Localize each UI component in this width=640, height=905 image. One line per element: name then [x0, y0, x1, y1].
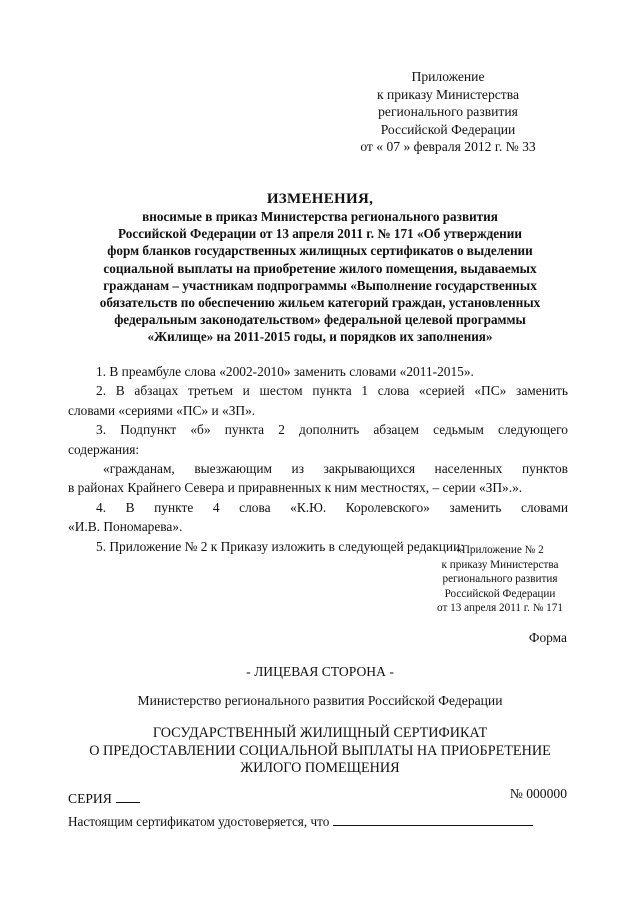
certify-field — [68, 812, 533, 830]
certify-text: Настоящим сертификатом удостоверяется, что — [68, 814, 330, 829]
amendments-body — [68, 362, 568, 556]
certificate-title-line: ГОСУДАРСТВЕННЫЙ ЖИЛИЩНЫЙ СЕРТИФИКАТ — [152, 725, 488, 741]
appendix-2-line: Российской Федерации — [444, 587, 556, 600]
appendix-line: к приказу Министерства — [376, 86, 520, 102]
subtitle-line: обязательств по обеспечению жильем категорий граждан, установленных — [99, 295, 541, 311]
amendment-item-4-line-2: «И.В. Пономарева». — [68, 519, 183, 535]
appendix-header — [322, 68, 574, 156]
certificate-title-line: ЖИЛОГО ПОМЕЩЕНИЯ — [240, 760, 400, 777]
subtitle-line: форм бланков государственных жилищных сертификатов о выделении — [107, 243, 533, 259]
appendix-2-line: от 13 апреля 2011 г. № 171 — [437, 602, 563, 615]
subtitle-line: «Жилище» на 2011-2015 годы, и порядков их заполнения» — [147, 329, 493, 345]
document-title: ИЗМЕНЕНИЯ, — [266, 191, 374, 207]
ministry-name: Министерство регионального развития Российской Федерации — [137, 693, 503, 708]
certify-blank-line — [333, 812, 533, 826]
amendment-item-2-line-2: словами «сериями «ПС» и «ЗП». — [68, 402, 256, 418]
amendment-item-3-line-2: содержания: — [68, 441, 140, 457]
certificate-title — [0, 725, 640, 778]
certificate-title-line: О ПРЕДОСТАВЛЕНИИ СОЦИАЛЬНОЙ ВЫПЛАТЫ НА ПРИОБРЕТЕНИЕ — [89, 742, 551, 759]
amendment-item-4-line-1: 4. В пункте 4 слова «К.Ю. Королевского» заменить словами — [96, 499, 568, 515]
series-blank-line — [116, 789, 140, 803]
subtitle-line: вносимые в приказ Министерства регионального развития — [142, 209, 498, 224]
face-side-label: - ЛИЦЕВАЯ СТОРОНА - — [246, 664, 394, 679]
amendment-quote-line-1: «гражданам, выезжающим из закрывающихся населенных пунктов — [103, 461, 568, 477]
amendment-quote-line-2: в районах Крайнего Севера и приравненных к ним местностях, – серии «ЗП».». — [68, 480, 523, 496]
subtitle-line: социальной выплаты на приобретение жилого помещения, выдаваемых — [103, 260, 537, 276]
amendment-item-5: 5. Приложение № 2 к Приказу изложить в следующей редакции: — [96, 538, 464, 554]
form-label: Форма — [528, 630, 567, 645]
appendix-2-line: к приказу Министерства — [441, 558, 559, 571]
amendment-item-3-line-1: 3. Подпункт «б» пункта 2 дополнить абзацем седьмым следующего — [96, 422, 568, 438]
subtitle-line: федеральным законодательством» федеральной целевой программы — [114, 312, 526, 328]
amendment-item-2-line-1: 2. В абзацах третьем и шестом пункта 1 слова «серией «ПС» заменить — [96, 383, 568, 399]
appendix-2-header — [412, 543, 588, 616]
appendix-line: Приложение — [411, 69, 485, 84]
amendment-item-1: 1. В преамбуле слова «2002-2010» заменить словами «2011-2015». — [96, 364, 474, 379]
appendix-2-line: «Приложение № 2 — [456, 544, 544, 556]
certificate-number: № 000000 — [509, 786, 567, 801]
appendix-line: регионального развития — [378, 104, 518, 119]
subtitle-line: гражданам – участникам подпрограммы «Выполнение государственных — [103, 277, 537, 293]
appendix-line: Российской Федерации — [380, 121, 516, 137]
subtitle-line: Российской Федерации от 13 апреля 2011 г. № 171 «Об утверждении — [118, 226, 522, 242]
series-field — [68, 789, 140, 807]
appendix-2-line: регионального развития — [442, 573, 558, 586]
appendix-line: от « 07 » февраля 2012 г. № 33 — [360, 139, 536, 154]
series-label: СЕРИЯ — [68, 791, 112, 806]
document-subtitle — [60, 208, 580, 346]
